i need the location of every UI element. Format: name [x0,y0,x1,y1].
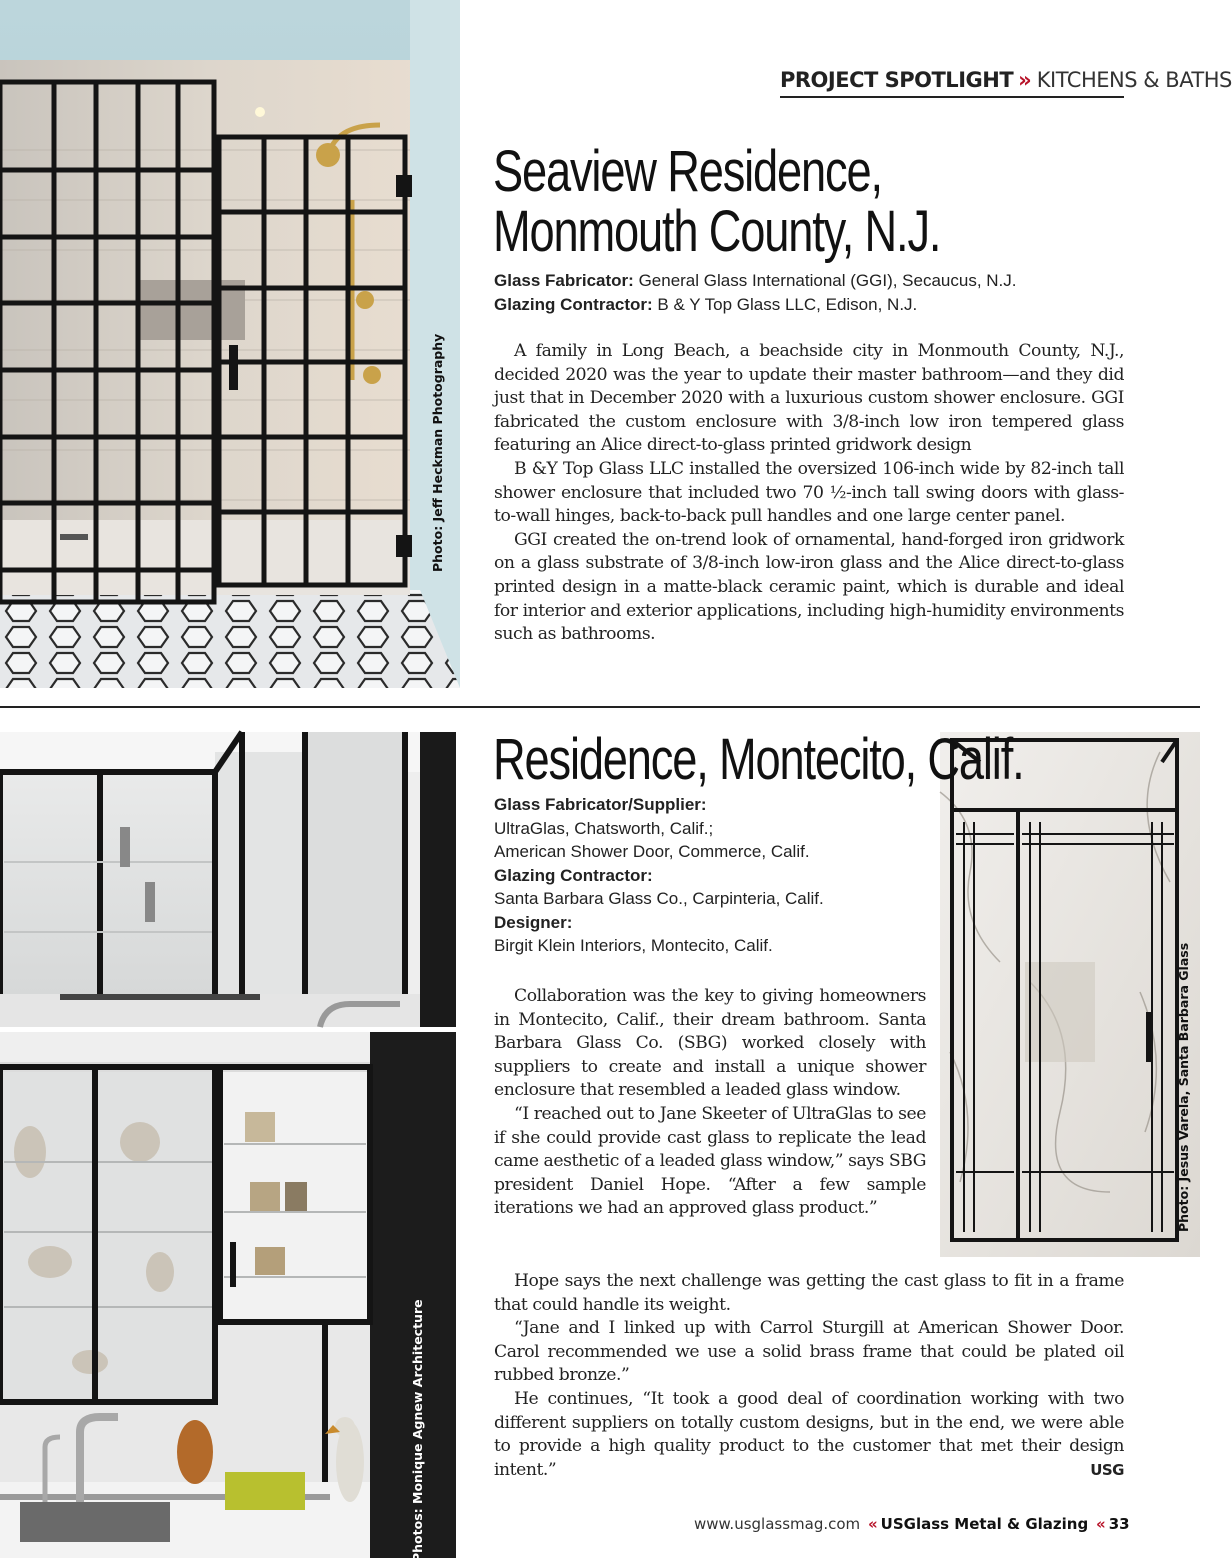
page-footer [694,1515,1130,1533]
paragraph: B &Y Top Glass LLC installed the oversized 106-inch wide by 82-inch tall shower enclosure that included two 70 ½-inch tall swing doors with glass-to-wall hinges, back-to-back pull handles and one large center panel. [494,458,1124,527]
section-category: KITCHENS & BATHS [1036,68,1232,92]
section-label: PROJECT SPOTLIGHT [780,68,1014,92]
credit-label: Glazing Contractor: [494,865,653,885]
credit-value: Santa Barbara Glass Co., Carpinteria, Calif. [494,889,824,908]
credit-row-fabricator [494,269,1134,293]
credit-label: Glazing Contractor: [494,294,653,314]
article1-title [493,139,941,265]
article1-title-line1: Seaview Residence, [493,139,882,204]
photo-shower-enclosure [0,0,460,688]
credit-label: Designer: [494,912,573,932]
paragraph: GGI created the on-trend look of ornamental, hand-forged iron gridwork on a glass substrate of 3/8-inch low-iron glass and the Alice direct-to-glass printed design in a matte-black ceramic paint, which is durable and ideal for interior and exterior applications, including high-humidity environments such as bathrooms. [494,529,1124,645]
article1-body [494,340,1124,647]
photo-credit-shower: Photo: Jeff Heckman Photography [430,333,445,572]
paragraph: A family in Long Beach, a beachside city in Monmouth County, N.J., decided 2020 was the year to update their master bathroom—and they did just that in December 2020 with a luxurious custom shower enclosure. GGI fabricated the custom enclosure with 3/8-inch low iron tempered glass featuring an Alice direct-to-glass printed gridwork design [494,341,1124,456]
paragraph: “I reached out to Jane Skeeter of UltraGlas to see if she could provide cast glass to replicate the lead came aesthetic of a leaded glass window,” says SBG president Daniel Hope. “After a few sample iterations we had an approved glass product.” [494,1103,927,1219]
section-header [780,68,1232,98]
photo-cabinet-kitchen [0,1032,456,1558]
chevron-right-icon: » [1018,68,1032,92]
paragraph: Hope says the next challenge was getting the cast glass to fit in a frame that could handle its weight. [494,1271,1124,1315]
credit-label: Glass Fabricator/Supplier: [494,795,707,814]
photo-cabinet-upper [0,732,456,1027]
credit-label: Glass Fabricator: [494,271,634,290]
credit-value: American Shower Door, Commerce, Calif. [494,842,810,861]
photo-credit-montecito: Photo: Jesus Varela, Santa Barbara Glass [1176,942,1191,1232]
article2-body-wide [494,1270,1124,1482]
credit-value: General Glass International (GGI), Secaucus, N.J. [638,271,1017,290]
credit-value: UltraGlas, Chatsworth, Calif.; [494,818,714,838]
article1-credits [494,269,1134,316]
signature-usg: USG [1090,1460,1124,1479]
article2-body-narrow [494,985,926,1221]
photo-montecito-shower [940,732,1200,1257]
page-number: 33 [1108,1515,1130,1533]
photo-credit-cabinet: Photos: Monique Agnew Architecture [410,1299,425,1562]
credit-value: Birgit Klein Interiors, Montecito, Calif. [494,936,773,955]
footer-magazine: USGlass Metal & Glazing [880,1515,1089,1533]
article1-title-line2: Monmouth County, N.J. [493,199,941,265]
paragraph: “Jane and I linked up with Carrol Sturgill at American Shower Door. Carol recommended we use a solid brass frame that could be plated oil rubbed bronze.” [494,1318,1124,1386]
credit-value: B & Y Top Glass LLC, Edison, N.J. [657,294,918,314]
article2-title: Residence, Montecito, Calif. [493,727,1024,792]
paragraph: Collaboration was the key to giving homeowners in Montecito, Calif., their dream bathroom. Santa Barbara Glass Co. (SBG) worked closely with suppliers to create and install a unique shower enclosure that resembled a leaded glass window. [494,986,926,1101]
footer-url[interactable]: www.usglassmag.com [694,1515,861,1533]
article2-credits [494,793,924,958]
chevron-left-icon: « [1096,1515,1106,1533]
chevron-left-icon: « [867,1515,878,1533]
paragraph: He continues, “It took a good deal of coordination working with two different suppliers on totally custom designs, but in the end, we were able to provide a high quality product to the customer that met their design intent.” USG [494,1388,1124,1482]
section-divider [0,706,1200,708]
credit-row-contractor [494,293,1134,317]
